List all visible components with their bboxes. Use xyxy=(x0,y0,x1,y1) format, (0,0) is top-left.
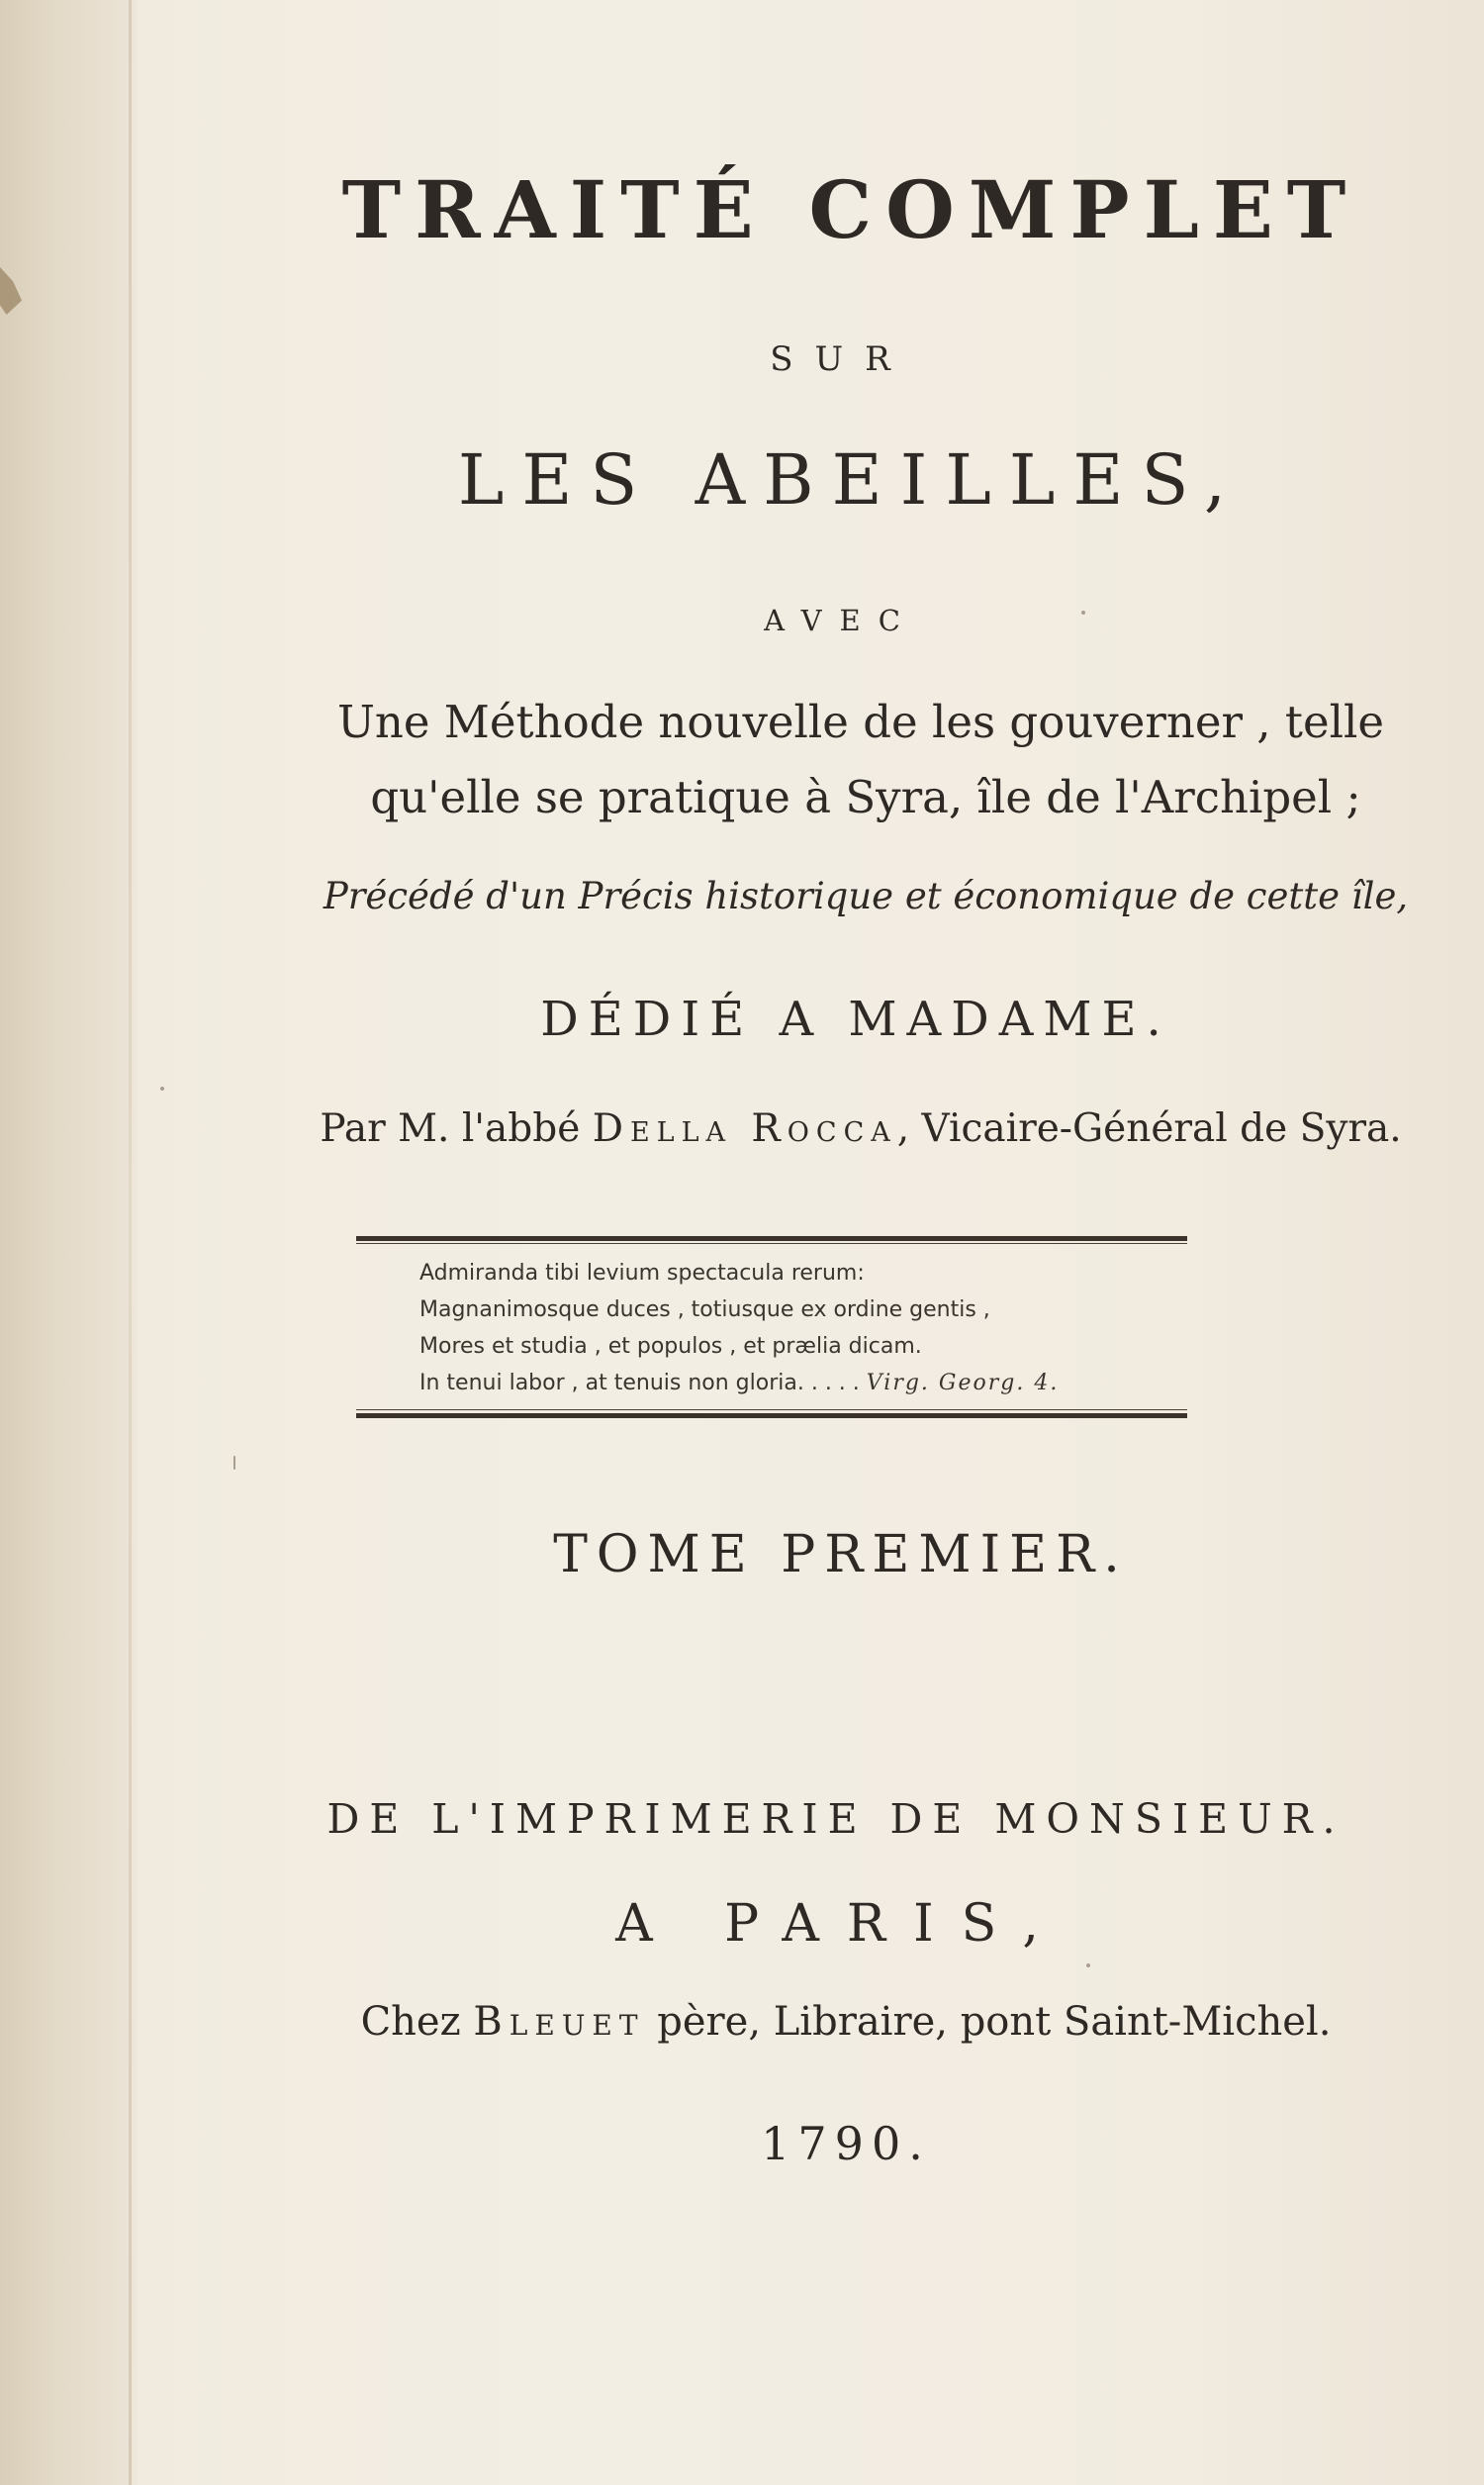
author-prefix: Par M. l'abbé xyxy=(320,1106,593,1151)
epigraph-line-4-text: In tenui labor , at tenuis non gloria. . . . . xyxy=(419,1371,860,1395)
avec-label: AVEC xyxy=(764,604,918,637)
title-line-3: LES ABEILLES, xyxy=(457,439,1245,521)
epigraph-line-2: Magnanimosque duces , totiusque ex ordine gentis , xyxy=(419,1297,990,1322)
precede-line: Précédé d'un Précis historique et économique de cette île, xyxy=(323,875,1409,917)
chez-prefix: Chez xyxy=(360,1999,474,2045)
ink-speck xyxy=(160,1087,164,1091)
epigraph-line-4 xyxy=(419,1365,1191,1401)
title-line-1: TRAITÉ COMPLET xyxy=(341,163,1360,256)
description-line-1: Une Méthode nouvelle de les gouverner , telle xyxy=(336,696,1385,748)
volume-label: TOME PREMIER. xyxy=(553,1525,1129,1584)
epigraph-line-1: Admiranda tibi levium spectacula rerum: xyxy=(419,1261,865,1286)
author-line xyxy=(188,1106,1484,1151)
author-suffix: , Vicaire-Général de Syra. xyxy=(896,1106,1402,1151)
epigraph-citation: Virg. Georg. 4. xyxy=(866,1371,1060,1395)
ink-speck xyxy=(1086,1963,1090,1967)
epigraph-rule-top xyxy=(356,1236,1187,1241)
author-name: Della Rocca xyxy=(592,1106,897,1151)
gutter-fold-line xyxy=(129,0,132,2485)
ink-speck xyxy=(233,1456,235,1470)
title-line-2: SUR xyxy=(770,339,912,379)
book-gutter xyxy=(0,0,139,2485)
epigraph xyxy=(419,1255,1191,1401)
epigraph-rule-top-thin xyxy=(356,1243,1187,1244)
bookseller-name: Bleuet xyxy=(473,1999,645,2045)
ink-speck xyxy=(1081,611,1085,615)
epigraph-rule-bottom-thin xyxy=(356,1409,1187,1410)
city-line: A PARIS, xyxy=(615,1894,1067,1954)
chez-suffix: père, Libraire, pont Saint-Michel. xyxy=(644,1999,1332,2045)
printer-line: DE L'IMPRIMERIE DE MONSIEUR. xyxy=(326,1795,1345,1843)
epigraph-line-3: Mores et studia , et populos , et prælia dicam. xyxy=(419,1334,922,1359)
epigraph-rule-bottom xyxy=(356,1413,1187,1418)
dedication-line: DÉDIÉ A MADAME. xyxy=(540,992,1171,1047)
year-line: 1790. xyxy=(761,2117,931,2170)
description-line-2: qu'elle se pratique à Syra, île de l'Archipel ; xyxy=(370,771,1361,823)
bookseller-line xyxy=(173,1999,1484,2045)
